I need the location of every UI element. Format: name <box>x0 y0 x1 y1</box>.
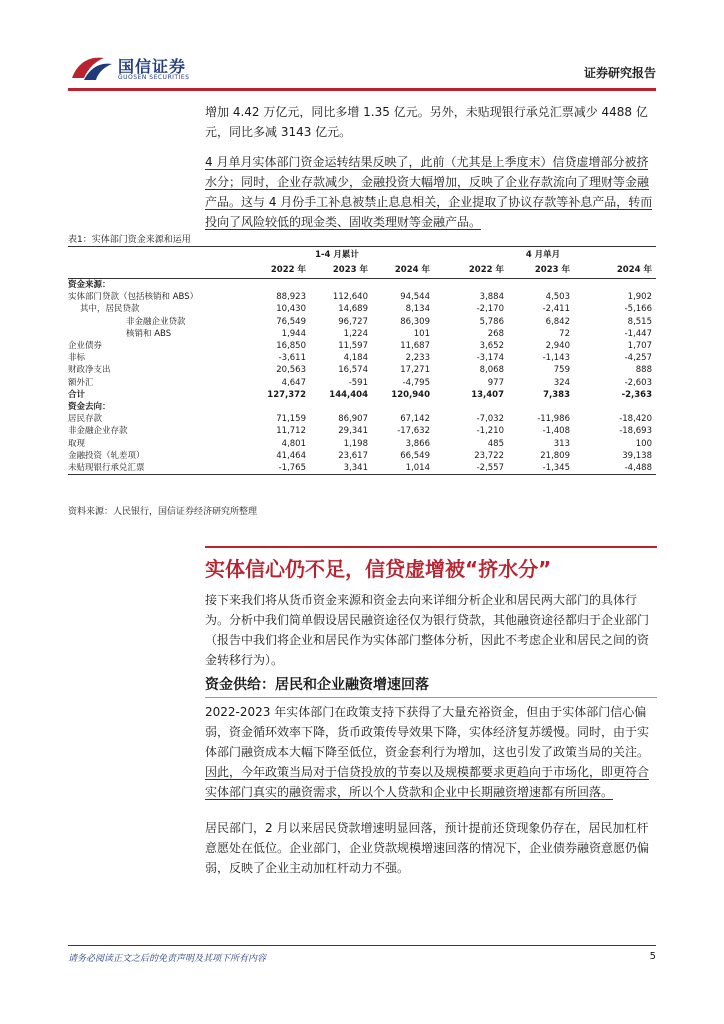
table-cell: 2,233 <box>405 353 430 364</box>
table-cell: 3,341 <box>310 462 372 475</box>
group-header-monthly: 4 月单月 <box>525 249 561 260</box>
paragraph-sector-detail: 居民部门，2 月以来居民贷款增速明显回落，预计提前还贷现象仍存在，居民加杠杆意愿处在低位。企业部门，企业贷款规模增速回落的情况下，企业债券融资意愿仍偏弱，反映了企业主动加杠杆动力不强。 <box>205 821 650 875</box>
table-cell: 76,549 <box>276 316 306 327</box>
table-cell: 485 <box>487 438 504 449</box>
table-row <box>68 401 656 413</box>
table-row <box>68 316 656 328</box>
row-label: 金融投资（轧差项） <box>68 450 145 461</box>
footer-divider <box>68 945 656 946</box>
row-label: 资金去向： <box>68 402 111 413</box>
table-cell: 4,801 <box>281 438 306 449</box>
table-cell: 120,940 <box>391 389 430 400</box>
row-label: 非金融企业存款 <box>68 426 128 437</box>
table-cell: -18,693 <box>619 426 652 437</box>
table-cell: -1,143 <box>542 353 570 364</box>
table-row <box>68 303 656 315</box>
guosen-logo-icon <box>70 52 114 82</box>
row-label: 财政净支出 <box>68 365 111 376</box>
table-cell: 112,640 <box>332 292 368 303</box>
table-cell: -3,611 <box>278 353 306 364</box>
table-cell: 5,786 <box>479 316 504 327</box>
table-cell: 11,712 <box>276 426 306 437</box>
table-cell: -2,363 <box>621 389 652 400</box>
section-title: 实体信心仍不足，信贷虚增被“挤水分” <box>205 557 552 581</box>
paragraph-april-summary <box>205 152 657 232</box>
table-cell: -11,986 <box>537 414 570 425</box>
paragraph-intro: 增加 4.42 万亿元，同比多增 1.35 亿元。另外，未贴现银行承兑汇票减少 4488 亿元，同比多减 3143 亿元。 <box>205 105 648 139</box>
guosen-logo <box>70 50 220 90</box>
table-cell: 20,563 <box>276 365 306 376</box>
table-cell: 1,198 <box>343 438 368 449</box>
table-cell: -1,345 <box>508 462 574 475</box>
table-cell: -1,765 <box>244 462 310 475</box>
table-cell: 3,652 <box>479 341 504 352</box>
table-cell: -2,603 <box>624 377 652 388</box>
table-cell: 88,923 <box>276 292 306 303</box>
table-cell: -1,210 <box>476 426 504 437</box>
table-cell: 66,549 <box>400 450 430 461</box>
table-cell: 14,689 <box>338 304 368 315</box>
underlined-policy-text: 因此，今年政策当局对于信贷投放的节奏以及规模都要求更趋向于市场化，即更符合实体部门真实的融资需求，所以个人贷款和企业中长期融资增速都有所回落。 <box>205 765 650 799</box>
table-cell: 4,503 <box>545 292 570 303</box>
table-cell: 127,372 <box>267 389 306 400</box>
table-cell: 23,617 <box>338 450 368 461</box>
table-cell: -2,557 <box>434 462 508 475</box>
table-row <box>68 340 656 352</box>
table-cell: 3,866 <box>405 438 430 449</box>
table-row <box>68 291 656 303</box>
table-cell: 23,722 <box>474 450 504 461</box>
underlined-summary: 4 月单月实体部门资金运转结果反映了，此前（尤其是上季度末）信贷虚增部分被挤水分；同时，企业存款减少，金融投资大幅增加，反映了企业存款流向了理财等金融产品。这与 4 月份手工补息被禁止息息相关，企业提取了协议存款等补息产品，转而投向了风险较低的现金类、固收类理财等金融产品。 <box>205 155 653 229</box>
table-row <box>68 364 656 376</box>
row-label: 居民存款 <box>68 414 103 425</box>
table-cell: 3,884 <box>479 292 504 303</box>
disclaimer-note: 请务必阅读正文之后的免责声明及其项下所有内容 <box>68 954 267 964</box>
table-row <box>68 462 656 475</box>
table-row <box>68 413 656 425</box>
year-header: 2024 年 <box>372 262 434 279</box>
table-cell: 977 <box>487 377 504 388</box>
table-row <box>68 352 656 364</box>
header-divider <box>68 88 656 91</box>
table-cell: -1,447 <box>624 328 652 339</box>
logo-chinese-name: 国信证券 <box>118 57 187 76</box>
table-cell: 8,134 <box>405 304 430 315</box>
page-number: 5 <box>649 951 656 962</box>
table-cell: 144,404 <box>329 389 368 400</box>
table-row <box>68 279 656 292</box>
row-label: 资金来源： <box>68 280 111 290</box>
row-label: 核销和 ABS <box>126 328 172 339</box>
table-cell: -4,795 <box>402 377 430 388</box>
table-cell: 1,014 <box>372 462 434 475</box>
table-cell: -2,170 <box>476 304 504 315</box>
table-row <box>68 450 656 462</box>
table-cell: 101 <box>413 328 430 339</box>
table-cell: 11,597 <box>338 341 368 352</box>
table-cell: 4,647 <box>281 377 306 388</box>
table-row <box>68 328 656 340</box>
table-cell: 759 <box>553 365 570 376</box>
table-cell: 2,940 <box>545 341 570 352</box>
table-cell: 72 <box>559 328 570 339</box>
table-cell: 8,515 <box>627 316 652 327</box>
table-cell: -4,488 <box>574 462 656 475</box>
table-cell: -4,257 <box>624 353 652 364</box>
table-cell: -3,174 <box>476 353 504 364</box>
table-cell: 29,341 <box>338 426 368 437</box>
table-cell: 96,727 <box>338 316 368 327</box>
page-header <box>0 0 724 96</box>
table-group-header-row <box>68 248 656 262</box>
row-label: 非金融企业贷款 <box>126 316 186 327</box>
logo-english-name: GUOSEN SECURITIES <box>118 74 190 81</box>
group-header-cumulative: 1-4 月累计 <box>315 249 359 260</box>
year-header: 2023 年 <box>310 262 372 279</box>
table-cell: 21,809 <box>540 450 570 461</box>
table-cell: -7,032 <box>476 414 504 425</box>
table-row <box>68 438 656 450</box>
year-header: 2022 年 <box>434 262 508 279</box>
table-cell: 86,309 <box>400 316 430 327</box>
table-cell: 1,944 <box>281 328 306 339</box>
paragraph-funding-supply <box>205 702 657 802</box>
table-cell: 1,902 <box>627 292 652 303</box>
row-label: 未贴现银行承兑汇票 <box>68 462 244 475</box>
table-cell: 268 <box>487 328 504 339</box>
table-cell: 7,383 <box>543 389 570 400</box>
table-cell: 16,574 <box>338 365 368 376</box>
row-label: 其中，居民贷款 <box>80 304 140 315</box>
year-header: 2022 年 <box>244 262 310 279</box>
table-cell: 16,850 <box>276 341 306 352</box>
table-cell: 71,159 <box>276 414 306 425</box>
table-cell: 67,142 <box>400 414 430 425</box>
table-cell: 324 <box>553 377 570 388</box>
table-cell: 6,842 <box>545 316 570 327</box>
table-cell: -591 <box>348 377 368 388</box>
year-header: 2023 年 <box>508 262 574 279</box>
table-cell: 94,544 <box>400 292 430 303</box>
table-cell: 41,464 <box>276 450 306 461</box>
table-cell: 8,068 <box>479 365 504 376</box>
table-cell: -5,166 <box>624 304 652 315</box>
table-row <box>68 425 656 437</box>
table-cell: 39,138 <box>622 450 652 461</box>
table-cell: -17,632 <box>397 426 430 437</box>
table-cell: 4,184 <box>343 353 368 364</box>
table-cell: 100 <box>635 438 652 449</box>
row-label: 非标 <box>68 353 86 364</box>
table-year-header-row <box>68 262 656 279</box>
row-label: 实体部门贷款（包括核销和 ABS） <box>68 292 199 303</box>
table-cell: 888 <box>635 365 652 376</box>
row-label: 额外汇 <box>68 377 94 388</box>
table-row <box>68 377 656 389</box>
table-cell: 1,224 <box>343 328 368 339</box>
table-cell: 86,907 <box>338 414 368 425</box>
report-type-label: 证券研究报告 <box>583 66 656 80</box>
row-label: 合计 <box>68 389 86 400</box>
table-cell: 17,271 <box>400 365 430 376</box>
table-cell: 13,407 <box>471 389 504 400</box>
table-cell: -1,408 <box>542 426 570 437</box>
funds-table <box>68 248 656 475</box>
table-cell: 313 <box>553 438 570 449</box>
table-cell: 11,687 <box>400 341 430 352</box>
paragraph-funding-text: 2022-2023 年实体部门在政策支持下获得了大量充裕资金，但由于实体部门信心偏弱，资金循环效率下降，货币政策传导效果下降，实体经济复苏缓慢。同时，由于实体部门融资成本大幅下降至低位，资金套利行为增加，这也引发了政策当局的关注。 <box>205 705 650 759</box>
year-header: 2024 年 <box>574 262 656 279</box>
table-total-row <box>68 389 656 401</box>
table-cell: 1,707 <box>627 341 652 352</box>
table-caption: 表1：实体部门资金来源和运用 <box>68 235 191 245</box>
row-label: 取现 <box>68 438 86 449</box>
paragraph-section-intro: 接下来我们将从货币资金来源和资金去向来详细分析企业和居民两大部门的具体行为。分析中我们简单假设居民融资途径仅为银行贷款，其他融资途径都归于企业部门（报告中我们将企业和居民作为实体部门整体分析，因此不考虑企业和居民之间的资金转移行为）。 <box>205 593 650 667</box>
subsection-title: 资金供给：居民和企业融资增速回落 <box>205 677 429 693</box>
table-top-rule <box>68 246 656 247</box>
row-label: 企业债券 <box>68 341 103 352</box>
table-cell: -2,411 <box>542 304 570 315</box>
subsection-divider <box>205 697 657 698</box>
table-cell: -18,420 <box>619 414 652 425</box>
table-cell: 10,430 <box>276 304 306 315</box>
table-source-note: 资料来源：人民银行，国信证券经济研究所整理 <box>68 507 258 517</box>
